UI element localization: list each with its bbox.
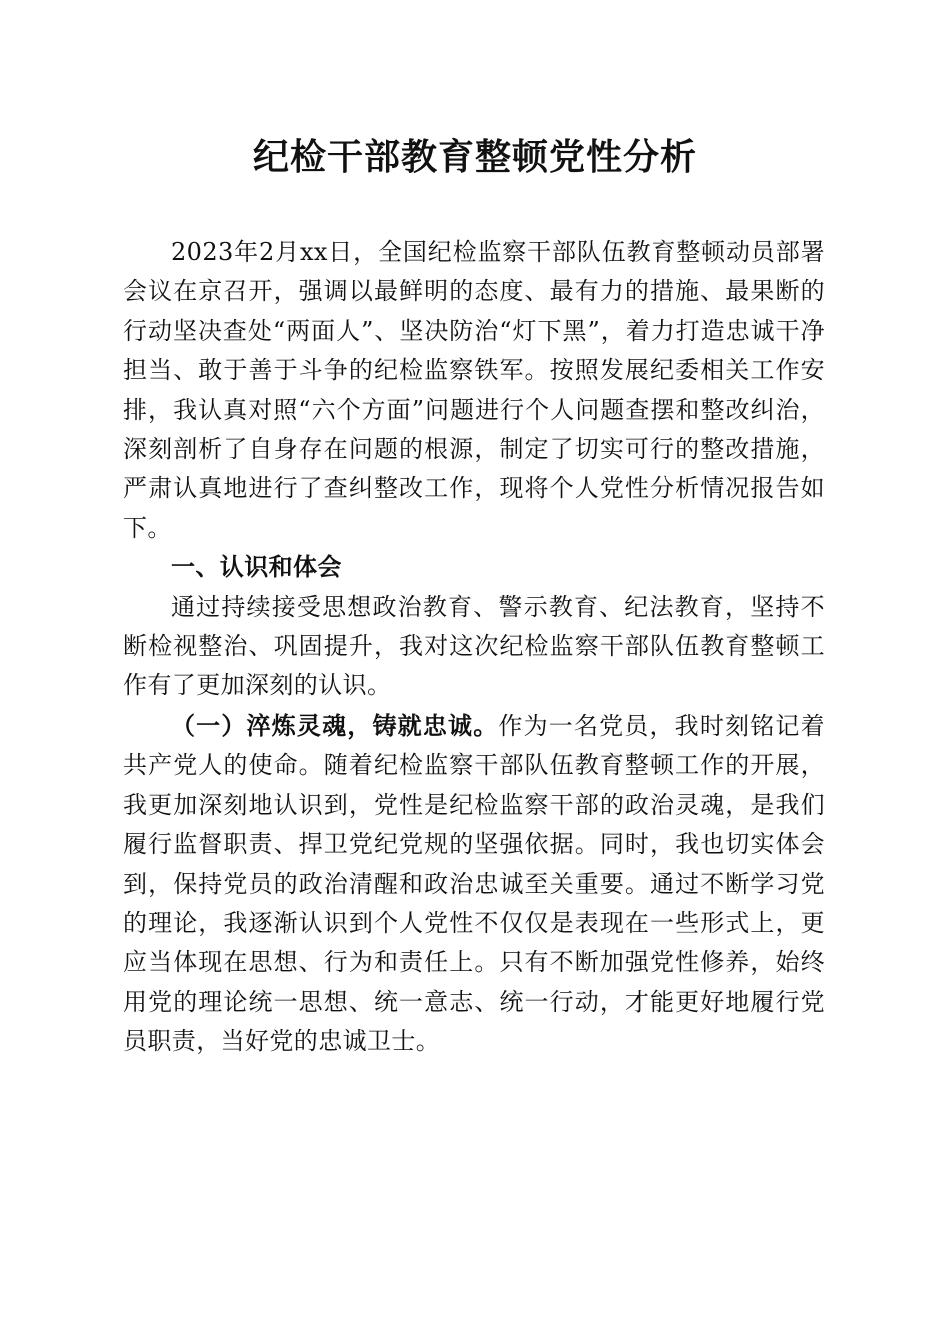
section-heading-1: 一、认识和体会 (171, 553, 342, 582)
subsection-heading-1: （一）淬炼灵魂，铸就忠诚。 (171, 710, 499, 740)
subsection-1-text: 作为一名党员，我时刻铭记着共产党人的使命。随着纪检监察干部队伍教育整顿工作的开展，我更加深刻地认识到，党性是纪检监察干部的政治灵魂，是我们履行监督职责、捍卫党纪党规的坚强依据。同时，我也切实体会到，保持党员的政治清醒和政治忠诚至关重要。通过不断学习党的理论，我逐渐认识到个人党性不仅仅是表现在一些形式上，更应当体现在思想、行为和责任上。只有不断加强党性修养，始终用党的理论统一思想、统一意志、统一行动，才能更好地履行党员职责，当好党的忠诚卫士。 (123, 711, 825, 1056)
document-body (123, 233, 825, 1062)
intro-paragraph: 2023年2月xx日，全国纪检监察干部队伍教育整顿动员部署会议在京召开，强调以最鲜明的态度、最有力的措施、最果断的行动坚决查处“两面人”、坚决防治“灯下黑”，着力打造忠诚干净担当、敢于善于斗争的纪检监察铁军。按照发展纪委相关工作安排，我认真对照“六个方面”问题进行个人问题查摆和整改纠治，深刻剖析了自身存在问题的根源，制定了切实可行的整改措施，严肃认真地进行了查纠整改工作，现将个人党性分析情况报告如下。 (123, 238, 825, 542)
section-1-paragraph: 通过持续接受思想政治教育、警示教育、纪法教育，坚持不断检视整治、巩固提升，我对这次纪检监察干部队伍教育整顿工作有了更加深刻的认识。 (123, 592, 825, 700)
subsection-1-paragraph (123, 706, 825, 1062)
document-title: 纪检干部教育整顿党性分析 (252, 137, 697, 178)
